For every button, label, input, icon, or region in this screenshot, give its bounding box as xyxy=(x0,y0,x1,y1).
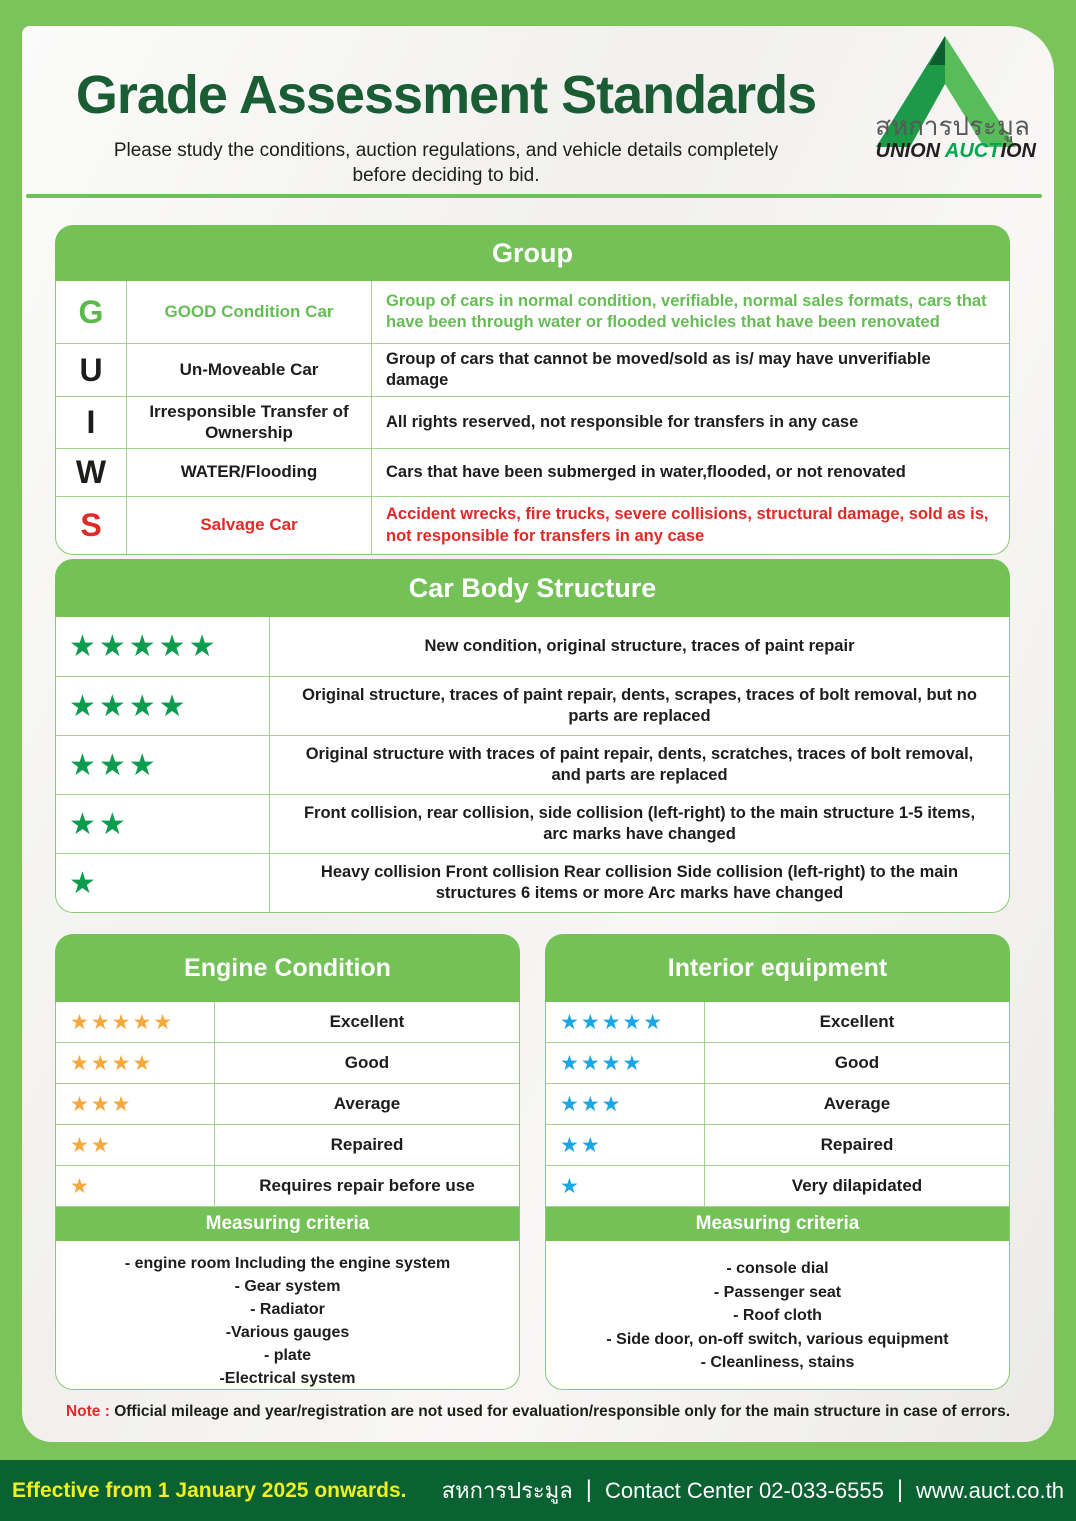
interior-measuring-criteria-title: Measuring criteria xyxy=(546,1207,1009,1241)
grade-label: Un-Moveable Car xyxy=(126,343,371,396)
rating-description: Original structure with traces of paint repair, dents, scratches, traces of bolt removal, and parts are replaced xyxy=(269,735,1009,794)
rating-description: Heavy collision Front collision Rear collision Side collision (left-right) to the main structures 6 items or more Arc marks have changed xyxy=(269,853,1009,912)
brand-ion: ION xyxy=(1000,140,1036,162)
rating-label: Good xyxy=(214,1043,519,1083)
group-row-g xyxy=(56,281,1009,343)
rating-description: Original structure, traces of paint repair, dents, scrapes, traces of bolt removal, but no parts are replaced xyxy=(269,676,1009,735)
group-table-body xyxy=(55,281,1010,555)
criteria-item: - Cleanliness, stains xyxy=(700,1354,855,1371)
group-row-u xyxy=(56,343,1009,396)
engine-condition-panel xyxy=(55,934,520,1390)
four-star-rating-icon: ★★★★ xyxy=(56,676,269,735)
grade-description: Cars that have been submerged in water,flooded, or not renovated xyxy=(371,448,1009,496)
rating-label: Average xyxy=(214,1084,519,1124)
engine-row-3-stars xyxy=(56,1084,519,1125)
grade-letter: U xyxy=(56,343,126,396)
interior-row-1-star xyxy=(546,1166,1009,1207)
five-star-rating-icon: ★★★★★ xyxy=(560,1010,665,1034)
criteria-item: - Passenger seat xyxy=(713,1283,842,1301)
grade-description: Group of cars that cannot be moved/sold as is/ may have unverifiable damage xyxy=(371,343,1009,396)
logo-brand-name xyxy=(854,141,1036,161)
note-text: Official mileage and year/registration are not used for evaluation/responsible only for the main structure in case of errors. xyxy=(114,1403,1011,1420)
effective-date: Effective from 1 January 2025 onwards. xyxy=(12,1478,407,1502)
engine-row-4-stars xyxy=(56,1043,519,1084)
criteria-item: - Side door, on-off switch, various equipment xyxy=(606,1330,949,1348)
grade-letter: S xyxy=(56,496,126,554)
rating-label: Requires repair before use xyxy=(214,1166,519,1206)
rating-description: Front collision, rear collision, side collision (left-right) to the main structure 1-5 items, arc marks have changed xyxy=(269,794,1009,853)
engine-row-1-star xyxy=(56,1166,519,1207)
five-star-rating-icon: ★★★★★ xyxy=(70,1010,175,1034)
engine-condition-table xyxy=(55,1002,520,1390)
two-star-rating-icon: ★★ xyxy=(560,1133,602,1157)
brand-union: UNION xyxy=(875,140,945,162)
three-star-rating-icon: ★★★ xyxy=(560,1092,623,1116)
body-structure-row-3-stars xyxy=(56,735,1009,794)
footer-contact-info xyxy=(442,1473,1064,1508)
grade-label: WATER/Flooding xyxy=(126,448,371,496)
rating-label: Repaired xyxy=(214,1125,519,1165)
five-star-rating-icon: ★★★★★ xyxy=(69,630,219,663)
note-label: Note : xyxy=(65,1403,110,1420)
interior-equipment-title: Interior equipment xyxy=(545,934,1010,1002)
criteria-item: - plate xyxy=(263,1347,312,1364)
criteria-item: - console dial xyxy=(726,1260,829,1277)
one-star-rating-icon: ★ xyxy=(560,1174,581,1198)
criteria-item: - Radiator xyxy=(250,1301,325,1318)
rating-label: Excellent xyxy=(214,1002,519,1042)
engine-condition-title: Engine Condition xyxy=(55,934,520,1002)
criteria-item: - Gear system xyxy=(234,1278,341,1295)
grade-description: Accident wrecks, fire trucks, severe collisions, structural damage, sold as is, not responsible for transfers in any case xyxy=(371,496,1009,554)
criteria-item: - engine room Including the engine system xyxy=(124,1255,451,1272)
interior-row-4-stars xyxy=(546,1043,1009,1084)
interior-row-5-stars xyxy=(546,1002,1009,1043)
page-title: Grade Assessment Standards xyxy=(75,65,817,125)
group-section xyxy=(55,225,1010,555)
engine-row-2-stars xyxy=(56,1125,519,1166)
interior-row-2-stars xyxy=(546,1125,1009,1166)
group-section-title: Group xyxy=(55,225,1010,281)
engine-row-5-stars xyxy=(56,1002,519,1043)
interior-measuring-criteria-list xyxy=(546,1241,1009,1389)
rating-label: Average xyxy=(704,1084,1009,1124)
body-structure-row-1-star xyxy=(56,853,1009,912)
car-body-structure-section xyxy=(55,559,1010,913)
four-star-rating-icon: ★★★★ xyxy=(70,1051,154,1075)
header-divider xyxy=(26,194,1042,198)
criteria-item: -Electrical system xyxy=(219,1370,356,1387)
grade-label: Irresponsible Transfer of Ownership xyxy=(126,396,371,448)
three-star-rating-icon: ★★★ xyxy=(56,735,269,794)
grade-letter: W xyxy=(56,448,126,496)
footnote xyxy=(22,1403,1054,1421)
two-star-rating-icon: ★★ xyxy=(70,1133,112,1157)
subtitle-line-1: Please study the conditions, auction regulations, and vehicle details completely xyxy=(113,140,779,161)
grade-description: All rights reserved, not responsible for transfers in any case xyxy=(371,396,1009,448)
interior-equipment-panel xyxy=(545,934,1010,1390)
rating-description: New condition, original structure, traces of paint repair xyxy=(269,617,1009,676)
union-auction-logo xyxy=(854,32,1036,161)
rating-label: Good xyxy=(704,1043,1009,1083)
rating-label: Very dilapidated xyxy=(704,1166,1009,1206)
footer-separator: | xyxy=(585,1475,592,1503)
body-structure-row-5-stars xyxy=(56,617,1009,676)
group-row-i xyxy=(56,396,1009,448)
logo-thai-name: สหการประมูล xyxy=(875,111,1030,141)
page-subtitle xyxy=(36,138,856,188)
interior-equipment-table xyxy=(545,1002,1010,1390)
criteria-item: - Roof cloth xyxy=(733,1307,822,1324)
grade-label: Salvage Car xyxy=(126,496,371,554)
rating-label: Excellent xyxy=(704,1002,1009,1042)
contact-center-number: Contact Center 02-033-6555 xyxy=(604,1477,884,1503)
two-star-rating-icon: ★★ xyxy=(56,794,269,853)
one-star-rating-icon: ★ xyxy=(70,1174,91,1198)
interior-row-3-stars xyxy=(546,1084,1009,1125)
three-star-rating-icon: ★★★ xyxy=(70,1092,133,1116)
car-body-structure-title: Car Body Structure xyxy=(55,559,1010,617)
footer-separator: | xyxy=(896,1475,904,1503)
header xyxy=(36,64,856,188)
content-card xyxy=(22,26,1054,1442)
footer-thai-name: สหการประมูล xyxy=(441,1478,573,1503)
four-star-rating-icon: ★★★★ xyxy=(560,1051,644,1075)
engine-measuring-criteria-title: Measuring criteria xyxy=(56,1207,519,1241)
car-body-structure-table xyxy=(55,617,1010,913)
brand-auct: AUCT xyxy=(944,140,1001,162)
body-structure-row-4-stars xyxy=(56,676,1009,735)
grade-letter: G xyxy=(78,293,104,330)
rating-label: Repaired xyxy=(704,1125,1009,1165)
grade-description: Group of cars in normal condition, verifiable, normal sales formats, cars that have been through water or flooded vehicles that have been renovated xyxy=(371,281,1009,343)
engine-measuring-criteria-list xyxy=(56,1241,519,1390)
footer-bar xyxy=(0,1460,1076,1521)
grade-label: GOOD Condition Car xyxy=(126,281,371,343)
one-star-rating-icon: ★ xyxy=(56,853,269,912)
subtitle-line-2: before deciding to bid. xyxy=(352,165,540,187)
group-row-w xyxy=(56,448,1009,496)
website-url: www.auct.co.th xyxy=(916,1477,1064,1503)
grade-letter: I xyxy=(56,396,126,448)
body-structure-row-2-stars xyxy=(56,794,1009,853)
criteria-item: -Various gauges xyxy=(225,1324,350,1341)
group-row-s xyxy=(56,496,1009,554)
